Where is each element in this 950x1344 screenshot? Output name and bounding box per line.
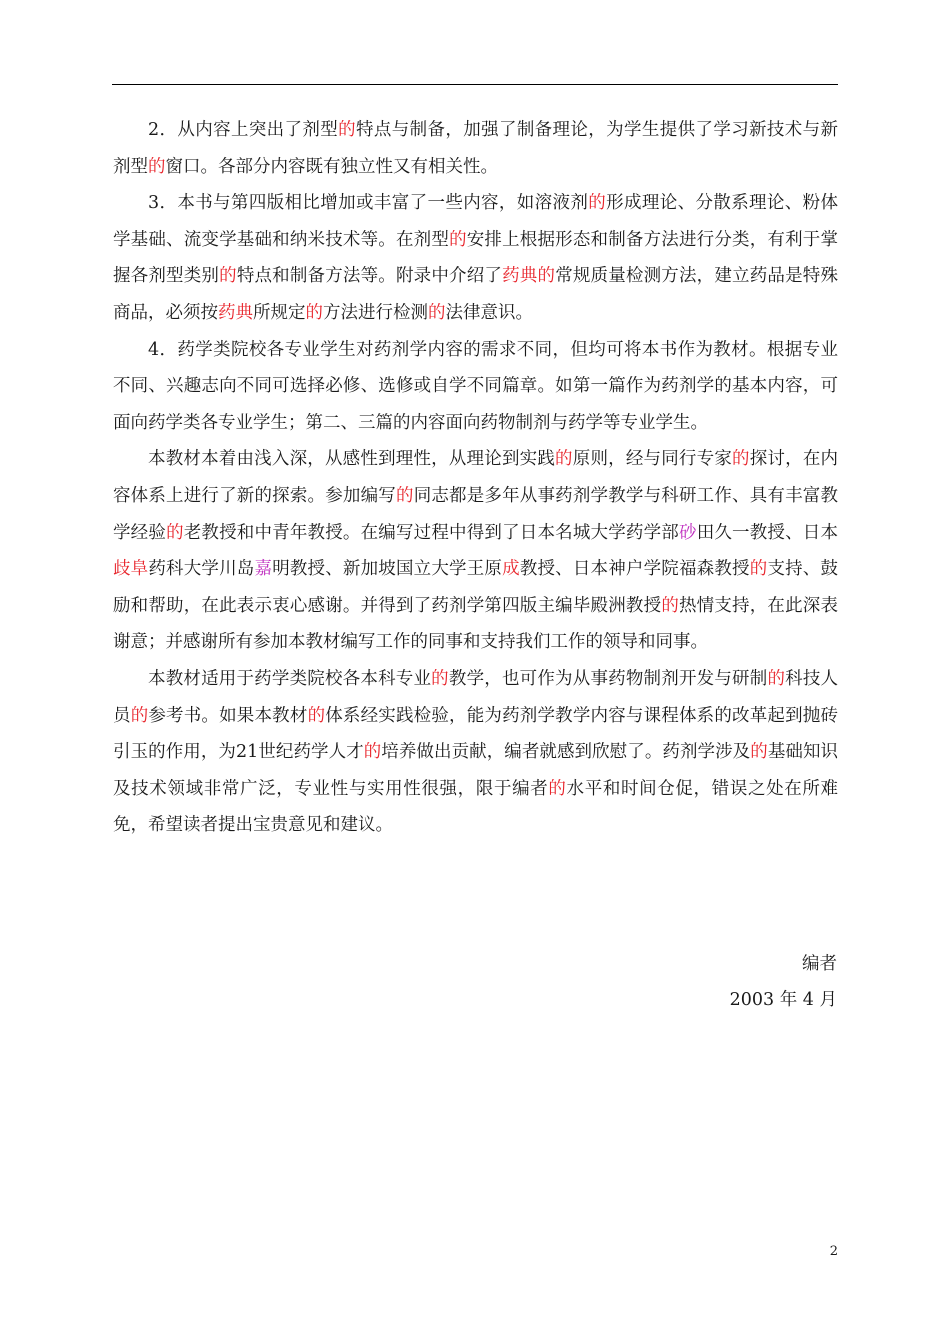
text-run: 形成理论、分散系理论、粉体学基础、流变学基础和纳米技术等。在剂型: [113, 193, 839, 250]
document-body: [113, 112, 838, 844]
text-run: 药科大学川岛: [148, 559, 255, 580]
highlighted-text: 的: [338, 120, 357, 140]
highlighted-text: 的: [307, 705, 326, 726]
text-run: 3．本书与第四版相比增加或丰富了一些内容，如溶液剂: [148, 193, 589, 214]
text-run: 2．从内容上突出了剂型: [148, 120, 339, 140]
signature-author: 编者: [802, 954, 837, 974]
text-run: 法律意识。: [445, 302, 533, 323]
highlighted-text: 的: [431, 668, 449, 689]
text-run: 常规质量检测方法，建立药品是特殊商品，必须按: [113, 266, 838, 323]
highlighted-text: 的: [428, 302, 446, 323]
text-run: 教授、日本神户学院福森教授: [519, 559, 750, 580]
text-run: 体系经实践检验，能为药剂学教学内容与课程体系的改革起到抛砖引玉的作用，为21世纪药学人才: [113, 705, 838, 763]
highlighted-text: 的: [219, 266, 237, 287]
text-run: 培养做出贡献，编者就感到欣慰了。药剂学涉及: [381, 742, 751, 763]
text-run: 本教材适用于药学类院校各本科专业: [148, 668, 432, 689]
text-run: 老教授和中青年教授。在编写过程中得到了日本名城大学药学部: [183, 522, 679, 543]
text-run: 方法进行检测: [323, 302, 428, 323]
highlighted-text: 的: [148, 156, 166, 177]
text-run: 4．药学类院校各专业学生对药剂学内容的需求不同，但均可将本书作为教材。根据专业不同、兴趣志向不同可选择必修、选修或自学不同篇章。如第一篇作为药剂学的基本内容，可面向药学类各专业学生；第二、三篇的内容面向药物制剂与药学等专业学生。: [113, 339, 838, 433]
highlighted-text: 的: [555, 449, 573, 470]
text-run: 所规定: [253, 302, 306, 323]
header-rule: [112, 84, 838, 85]
paragraph-item-3: [113, 185, 838, 331]
highlighted-text: 的: [305, 302, 323, 323]
highlighted-text: 的: [363, 742, 382, 763]
signature-date: 2003 年 4 月: [729, 990, 837, 1010]
highlighted-text: 的: [396, 485, 414, 506]
paragraph-item-2: [113, 112, 838, 185]
text-run: 科技人员: [113, 668, 839, 726]
highlighted-text: 的: [588, 193, 607, 214]
paragraph-item-4: [113, 332, 838, 442]
highlighted-text: 嘉: [254, 559, 273, 580]
highlighted-text: 的: [732, 449, 750, 470]
highlighted-text: 药典的: [502, 266, 556, 287]
text-run: 本教材本着由浅入深，从感性到理性，从理论到实践: [148, 449, 556, 470]
text-run: 支持、鼓励和帮助，在此表示衷心感谢。并得到了药剂学第四版主编毕殿洲教授: [113, 559, 838, 616]
text-run: 探讨，在内容体系上进行了新的探索。参加编写: [113, 449, 839, 506]
text-run: 安排上根据形态和制备方法进行分类，有利于掌握各剂型类别: [113, 229, 838, 287]
highlighted-text: 的: [749, 559, 768, 580]
highlighted-text: 的: [767, 668, 786, 689]
highlighted-text: 的: [166, 522, 184, 543]
text-run: 明教授、新加坡国立大学王原: [272, 559, 503, 580]
highlighted-text: 砂: [679, 522, 697, 543]
text-run: 热情支持，在此深表谢意；并感谢所有参加本教材编写工作的同事和支持我们工作的领导和同事。: [113, 595, 838, 653]
text-run: 田久一教授、日本: [696, 522, 838, 543]
paragraph-audience: [113, 661, 838, 844]
text-run: 同志都是多年从事药剂学教学与科研工作、具有丰富教学经验: [113, 485, 838, 543]
paragraph-acknowledgements: [113, 441, 838, 661]
highlighted-text: 歧阜: [113, 559, 149, 580]
page-number: 2: [829, 1244, 838, 1259]
text-run: 教学，也可作为从事药物制剂开发与研制: [448, 668, 768, 689]
text-run: 特点和制备方法等。附录中介绍了: [236, 266, 503, 287]
text-run: 窗口。各部分内容既有独立性又有相关性。: [165, 156, 498, 177]
highlighted-text: 的: [130, 705, 149, 726]
highlighted-text: 药典: [218, 302, 253, 323]
highlighted-text: 的: [449, 229, 467, 250]
text-run: 特点与制备，加强了制备理论，为学生提供了学习新技术与新剂型: [113, 120, 839, 177]
text-run: 基础知识及技术领域非常广泛，专业性与实用性很强，限于编者: [113, 742, 839, 799]
highlighted-text: 的: [661, 595, 679, 616]
highlighted-text: 成: [502, 559, 520, 580]
highlighted-text: 的: [548, 778, 567, 799]
text-run: 原则，经与同行专家: [572, 449, 733, 470]
text-run: 水平和时间仓促，错误之处在所难免，希望读者提出宝贵意见和建议。: [113, 778, 839, 836]
text-run: 参考书。如果本教材: [148, 705, 308, 726]
highlighted-text: 的: [750, 742, 768, 763]
